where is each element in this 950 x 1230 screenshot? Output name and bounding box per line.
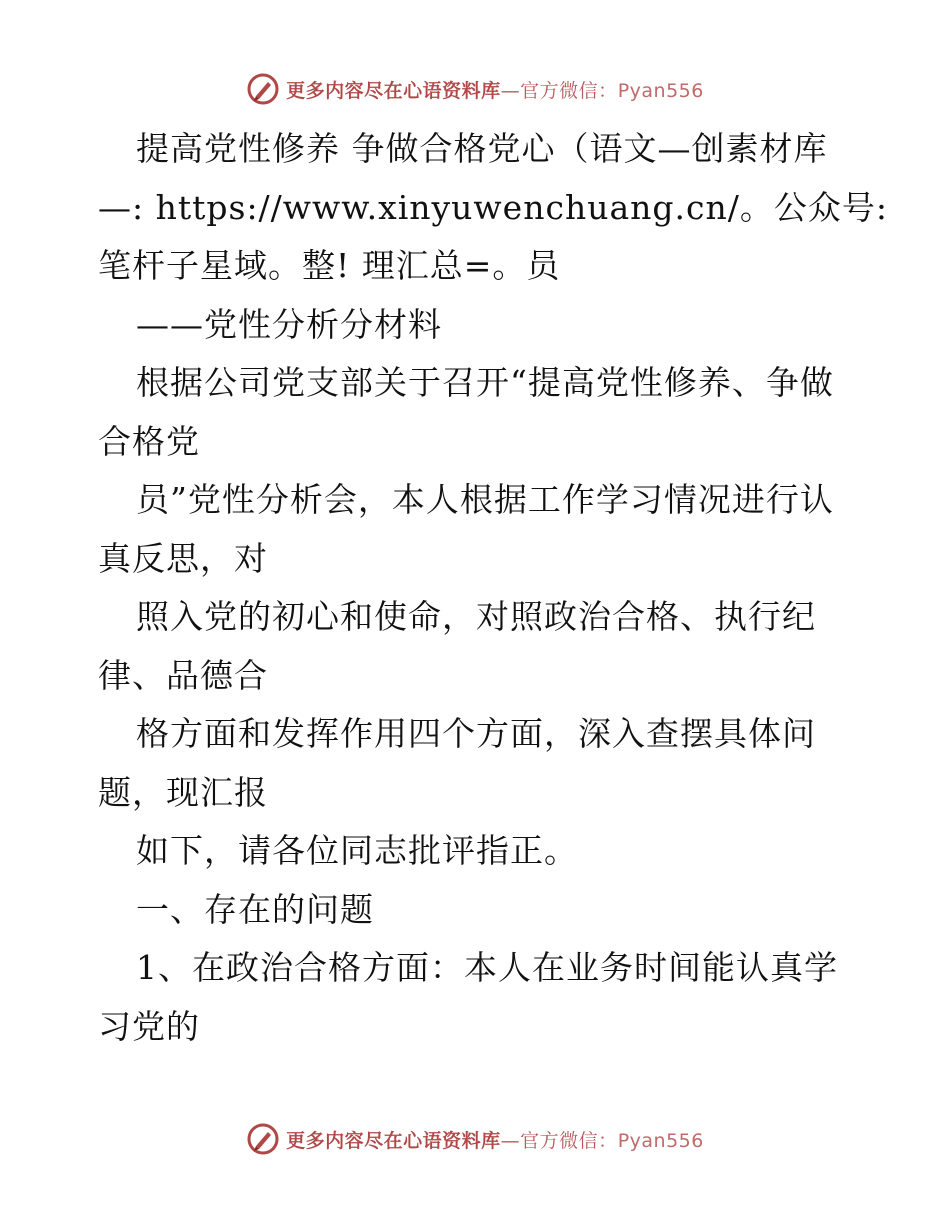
pen-logo-icon <box>246 72 280 106</box>
document-body <box>98 120 888 1056</box>
watermark-text: 更多内容尽在心语资料库—官方微信：Pyan556 <box>286 79 704 102</box>
text-line: 格方面和发挥作用四个方面，深入查摆具体问 <box>136 714 816 753</box>
text-line: 根据公司党支部关于召开“提高党性修养、争做 <box>136 363 834 402</box>
text-line: 合格党 <box>98 421 200 461</box>
watermark-text: 更多内容尽在心语资料库—官方微信：Pyan556 <box>286 1129 704 1152</box>
header-watermark <box>0 72 950 106</box>
text-line: —: https://www.xinyuwenchuang.cn/。公众号: <box>98 187 888 227</box>
text-line: 照入党的初心和使命，对照政治合格、执行纪 <box>136 597 816 636</box>
text-line: 题，现汇报 <box>98 772 268 812</box>
text-line: 1、在政治合格方面：本人在业务时间能认真学 <box>136 948 838 987</box>
section-heading: 一、存在的问题 <box>136 889 374 929</box>
footer-watermark <box>0 1122 950 1156</box>
text-line: 如下，请各位同志批评指正。 <box>136 831 578 870</box>
text-line: 真反思，对 <box>98 538 268 578</box>
text-line: 律、品德合 <box>98 655 268 695</box>
text-line: ——党性分析分材料 <box>136 304 442 344</box>
text-line: 提高党性修养 争做合格党心（语文—创素材库 <box>136 129 828 168</box>
text-line: 员”党性分析会，本人根据工作学习情况进行认 <box>136 480 834 519</box>
text-line: 习党的 <box>98 1006 200 1046</box>
pen-logo-icon <box>246 1122 280 1156</box>
text-line: 笔杆子星域。整! 理汇总=。员 <box>98 246 561 285</box>
